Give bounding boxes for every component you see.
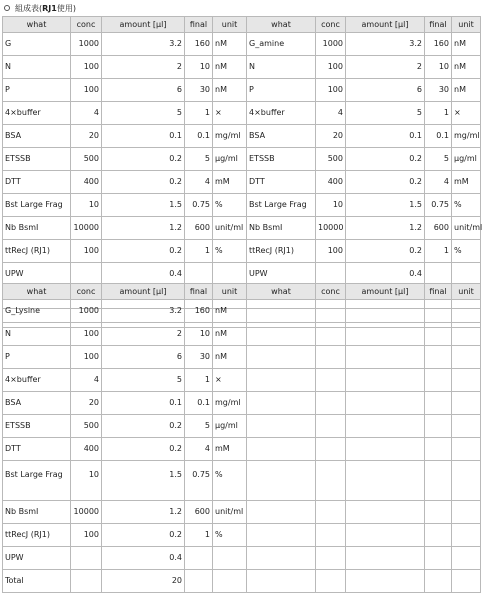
cell-amount: 0.2 — [346, 171, 425, 194]
cell-final: 160 — [425, 33, 452, 56]
cell-what: Nb BsmI — [247, 217, 316, 240]
cell-final — [425, 547, 452, 570]
cell-what: Total — [3, 570, 71, 593]
cell-final: 160 — [185, 33, 213, 56]
cell-unit — [452, 524, 481, 547]
cell-final: 1 — [185, 102, 213, 125]
cell-amount: 1.2 — [102, 217, 185, 240]
table-row — [3, 346, 481, 369]
cell-conc — [316, 438, 346, 461]
cell-what: BSA — [3, 125, 71, 148]
cell-unit — [452, 323, 481, 346]
table-row — [3, 524, 481, 547]
cell-what: BSA — [3, 392, 71, 415]
cell-final: 30 — [425, 79, 452, 102]
cell-amount: 1.5 — [102, 194, 185, 217]
cell-amount: 2 — [102, 323, 185, 346]
cell-what: ETSSB — [3, 415, 71, 438]
cell-final — [425, 438, 452, 461]
cell-final: 0.75 — [185, 461, 213, 501]
cell-conc: 4 — [71, 102, 102, 125]
cell-unit: mM — [213, 171, 247, 194]
cell-final: 1 — [425, 102, 452, 125]
header-amount: amount [µl] — [102, 284, 185, 300]
cell-conc: 4 — [316, 102, 346, 125]
cell-amount — [346, 300, 425, 323]
cell-amount: 6 — [346, 79, 425, 102]
cell-what: ttRecJ (RJ1) — [3, 240, 71, 263]
cell-amount: 0.2 — [102, 240, 185, 263]
cell-unit: µg/ml — [213, 148, 247, 171]
cell-unit: unit/ml — [452, 217, 481, 240]
cell-final: 4 — [185, 438, 213, 461]
cell-conc: 400 — [316, 171, 346, 194]
cell-unit — [452, 438, 481, 461]
title-bold: RJ1 — [42, 3, 57, 13]
cell-unit: × — [213, 369, 247, 392]
cell-conc: 100 — [316, 56, 346, 79]
cell-unit — [452, 461, 481, 501]
header-row — [3, 284, 481, 300]
table-row — [3, 415, 481, 438]
cell-conc — [71, 570, 102, 593]
table-row — [3, 171, 481, 194]
cell-unit — [213, 547, 247, 570]
cell-unit: × — [452, 102, 481, 125]
cell-amount: 0.4 — [346, 263, 425, 286]
cell-amount — [346, 570, 425, 593]
cell-final: 600 — [185, 501, 213, 524]
cell-unit: % — [213, 524, 247, 547]
cell-final: 10 — [185, 56, 213, 79]
header-what: what — [3, 284, 71, 300]
cell-unit — [452, 369, 481, 392]
cell-what — [247, 415, 316, 438]
cell-conc — [316, 300, 346, 323]
cell-final: 10 — [425, 56, 452, 79]
cell-amount: 3.2 — [346, 33, 425, 56]
cell-final — [425, 461, 452, 501]
cell-amount — [346, 547, 425, 570]
cell-conc: 20 — [316, 125, 346, 148]
cell-what — [247, 524, 316, 547]
cell-amount: 0.2 — [346, 148, 425, 171]
header-what: what — [247, 284, 316, 300]
cell-unit: mg/ml — [213, 392, 247, 415]
cell-final: 10 — [185, 323, 213, 346]
cell-amount: 0.2 — [346, 240, 425, 263]
table-row — [3, 547, 481, 570]
cell-amount — [346, 438, 425, 461]
table-row — [3, 240, 481, 263]
header-final: final — [185, 17, 213, 33]
cell-unit: mg/ml — [452, 125, 481, 148]
cell-amount: 0.2 — [102, 524, 185, 547]
cell-unit: nM — [213, 346, 247, 369]
cell-unit — [452, 392, 481, 415]
cell-what: Bst Large Frag — [247, 194, 316, 217]
cell-what: UPW — [3, 547, 71, 570]
cell-final — [425, 300, 452, 323]
table-row — [3, 392, 481, 415]
cell-conc: 100 — [71, 323, 102, 346]
cell-final: 30 — [185, 346, 213, 369]
cell-amount — [346, 461, 425, 501]
cell-conc: 100 — [71, 524, 102, 547]
cell-amount — [346, 392, 425, 415]
cell-final: 1 — [185, 524, 213, 547]
table-row — [3, 369, 481, 392]
cell-final: 0.75 — [185, 194, 213, 217]
cell-amount — [346, 524, 425, 547]
header-what: what — [3, 17, 71, 33]
cell-unit: nM — [213, 79, 247, 102]
cell-what: 4×buffer — [3, 102, 71, 125]
cell-final: 0.1 — [425, 125, 452, 148]
cell-what: DTT — [3, 171, 71, 194]
cell-amount: 1.2 — [102, 501, 185, 524]
cell-final — [425, 501, 452, 524]
header-amount: amount [µl] — [102, 17, 185, 33]
cell-what — [247, 369, 316, 392]
cell-conc: 100 — [316, 79, 346, 102]
cell-final: 0.75 — [425, 194, 452, 217]
cell-what: Bst Large Frag — [3, 461, 71, 501]
cell-final: 1 — [425, 240, 452, 263]
table-row — [3, 501, 481, 524]
table-row — [3, 570, 481, 593]
cell-amount: 1.5 — [346, 194, 425, 217]
cell-final: 160 — [185, 300, 213, 323]
cell-conc — [316, 346, 346, 369]
cell-unit: mM — [452, 171, 481, 194]
cell-what: 4×buffer — [3, 369, 71, 392]
cell-conc: 100 — [316, 240, 346, 263]
cell-what: Bst Large Frag — [3, 194, 71, 217]
cell-what: P — [3, 79, 71, 102]
cell-final — [425, 392, 452, 415]
cell-amount — [346, 323, 425, 346]
cell-what — [247, 461, 316, 501]
cell-amount: 20 — [102, 570, 185, 593]
cell-conc — [316, 570, 346, 593]
cell-amount — [346, 501, 425, 524]
header-unit: unit — [213, 284, 247, 300]
cell-what — [247, 438, 316, 461]
cell-conc: 100 — [71, 79, 102, 102]
title-suffix: 使用) — [56, 3, 76, 13]
cell-conc — [316, 369, 346, 392]
cell-amount: 0.1 — [346, 125, 425, 148]
cell-unit: µg/ml — [452, 148, 481, 171]
cell-unit: nM — [213, 56, 247, 79]
cell-unit: % — [452, 240, 481, 263]
cell-final: 1 — [185, 369, 213, 392]
bullet-icon — [4, 5, 10, 11]
cell-amount: 0.2 — [102, 171, 185, 194]
cell-what: DTT — [3, 438, 71, 461]
table-row — [3, 148, 481, 171]
cell-what: P — [247, 79, 316, 102]
cell-amount: 0.2 — [102, 148, 185, 171]
cell-what: Nb BsmI — [3, 217, 71, 240]
cell-unit — [452, 570, 481, 593]
cell-conc: 20 — [71, 392, 102, 415]
cell-conc: 100 — [71, 56, 102, 79]
cell-final — [425, 323, 452, 346]
cell-what: 4×buffer — [247, 102, 316, 125]
cell-conc: 4 — [71, 369, 102, 392]
cell-final: 1 — [185, 240, 213, 263]
cell-unit: % — [213, 240, 247, 263]
cell-unit: mM — [213, 438, 247, 461]
cell-final: 5 — [185, 148, 213, 171]
cell-what — [247, 392, 316, 415]
table-row — [3, 79, 481, 102]
section-title — [3, 2, 76, 14]
cell-conc: 20 — [71, 125, 102, 148]
cell-conc — [316, 524, 346, 547]
header-conc: conc — [316, 284, 346, 300]
table-row — [3, 56, 481, 79]
cell-amount: 0.4 — [102, 547, 185, 570]
cell-conc: 10 — [71, 194, 102, 217]
cell-what — [247, 323, 316, 346]
cell-final: 4 — [425, 171, 452, 194]
cell-final: 0.1 — [185, 392, 213, 415]
header-amount: amount [µl] — [346, 284, 425, 300]
header-conc: conc — [71, 284, 102, 300]
cell-unit — [452, 346, 481, 369]
table-row — [3, 102, 481, 125]
table-row — [3, 217, 481, 240]
cell-final — [425, 369, 452, 392]
cell-conc: 500 — [71, 415, 102, 438]
cell-amount: 1.2 — [346, 217, 425, 240]
cell-unit — [452, 415, 481, 438]
header-what: what — [247, 17, 316, 33]
cell-what: G_amine — [247, 33, 316, 56]
table-row — [3, 438, 481, 461]
cell-conc: 10000 — [71, 217, 102, 240]
cell-conc — [316, 392, 346, 415]
cell-final: 5 — [185, 415, 213, 438]
cell-conc: 1000 — [316, 33, 346, 56]
cell-unit: × — [213, 102, 247, 125]
cell-final: 600 — [185, 217, 213, 240]
table-row — [3, 323, 481, 346]
cell-unit: % — [213, 461, 247, 501]
cell-amount: 3.2 — [102, 33, 185, 56]
table-row — [3, 300, 481, 323]
table-row — [3, 125, 481, 148]
title-prefix: 組成表( — [15, 3, 43, 13]
cell-what: P — [3, 346, 71, 369]
cell-amount: 2 — [102, 56, 185, 79]
table-row — [3, 461, 481, 501]
cell-final — [425, 415, 452, 438]
cell-final — [185, 570, 213, 593]
cell-final — [425, 524, 452, 547]
cell-what: Nb BsmI — [3, 501, 71, 524]
cell-what: ETSSB — [3, 148, 71, 171]
cell-conc: 500 — [316, 148, 346, 171]
cell-what: G_Lysine — [3, 300, 71, 323]
cell-amount: 3.2 — [102, 300, 185, 323]
cell-final: 5 — [425, 148, 452, 171]
table-row — [3, 194, 481, 217]
cell-what: N — [247, 56, 316, 79]
cell-amount: 6 — [102, 346, 185, 369]
cell-conc — [71, 547, 102, 570]
cell-amount: 5 — [346, 102, 425, 125]
cell-what — [247, 346, 316, 369]
cell-conc: 1000 — [71, 33, 102, 56]
cell-final — [425, 570, 452, 593]
cell-what: DTT — [247, 171, 316, 194]
cell-what — [247, 501, 316, 524]
table-row — [3, 33, 481, 56]
cell-unit — [452, 501, 481, 524]
cell-final: 30 — [185, 79, 213, 102]
cell-conc: 10000 — [316, 217, 346, 240]
composition-table-1 — [2, 16, 481, 328]
cell-what: BSA — [247, 125, 316, 148]
cell-amount: 1.5 — [102, 461, 185, 501]
cell-amount: 0.2 — [102, 438, 185, 461]
cell-conc: 10000 — [71, 501, 102, 524]
cell-conc: 100 — [71, 240, 102, 263]
cell-amount — [346, 346, 425, 369]
cell-amount: 6 — [102, 79, 185, 102]
cell-conc: 100 — [71, 346, 102, 369]
cell-amount — [346, 415, 425, 438]
cell-conc: 10 — [316, 194, 346, 217]
cell-unit — [452, 547, 481, 570]
cell-amount: 0.1 — [102, 125, 185, 148]
cell-what: UPW — [3, 263, 71, 286]
cell-unit: mg/ml — [213, 125, 247, 148]
cell-conc: 400 — [71, 438, 102, 461]
header-unit: unit — [213, 17, 247, 33]
cell-what: ttRecJ (RJ1) — [3, 524, 71, 547]
header-unit: unit — [452, 284, 481, 300]
cell-unit: nM — [213, 323, 247, 346]
cell-conc — [316, 501, 346, 524]
cell-unit: % — [213, 194, 247, 217]
header-unit: unit — [452, 17, 481, 33]
cell-amount: 0.4 — [102, 263, 185, 286]
cell-conc — [316, 323, 346, 346]
cell-amount: 2 — [346, 56, 425, 79]
cell-what: N — [3, 323, 71, 346]
cell-what — [247, 547, 316, 570]
cell-what: ttRecJ (RJ1) — [247, 240, 316, 263]
cell-what: ETSSB — [247, 148, 316, 171]
cell-amount: 5 — [102, 369, 185, 392]
header-conc: conc — [316, 17, 346, 33]
cell-final: 4 — [185, 171, 213, 194]
cell-final — [185, 547, 213, 570]
cell-unit: unit/ml — [213, 501, 247, 524]
header-conc: conc — [71, 17, 102, 33]
cell-conc: 1000 — [71, 300, 102, 323]
header-final: final — [425, 17, 452, 33]
cell-unit: nM — [452, 79, 481, 102]
cell-unit: nM — [452, 33, 481, 56]
cell-conc: 10 — [71, 461, 102, 501]
cell-conc: 400 — [71, 171, 102, 194]
header-row — [3, 17, 481, 33]
cell-what: UPW — [247, 263, 316, 286]
header-amount: amount [µl] — [346, 17, 425, 33]
cell-unit — [452, 300, 481, 323]
cell-amount: 0.2 — [102, 415, 185, 438]
cell-unit: nM — [452, 56, 481, 79]
cell-amount: 5 — [102, 102, 185, 125]
cell-unit: nM — [213, 33, 247, 56]
cell-unit: % — [452, 194, 481, 217]
header-final: final — [185, 284, 213, 300]
cell-amount — [346, 369, 425, 392]
composition-table-2 — [2, 283, 481, 593]
cell-conc — [316, 415, 346, 438]
cell-final: 600 — [425, 217, 452, 240]
cell-what — [247, 300, 316, 323]
cell-unit: nM — [213, 300, 247, 323]
header-final: final — [425, 284, 452, 300]
cell-conc — [316, 461, 346, 501]
cell-final — [425, 346, 452, 369]
cell-unit — [213, 570, 247, 593]
cell-conc — [316, 547, 346, 570]
cell-amount: 0.1 — [102, 392, 185, 415]
cell-final: 0.1 — [185, 125, 213, 148]
cell-what — [247, 570, 316, 593]
cell-what: N — [3, 56, 71, 79]
cell-unit: unit/ml — [213, 217, 247, 240]
cell-unit: µg/ml — [213, 415, 247, 438]
cell-conc: 500 — [71, 148, 102, 171]
cell-what: G — [3, 33, 71, 56]
